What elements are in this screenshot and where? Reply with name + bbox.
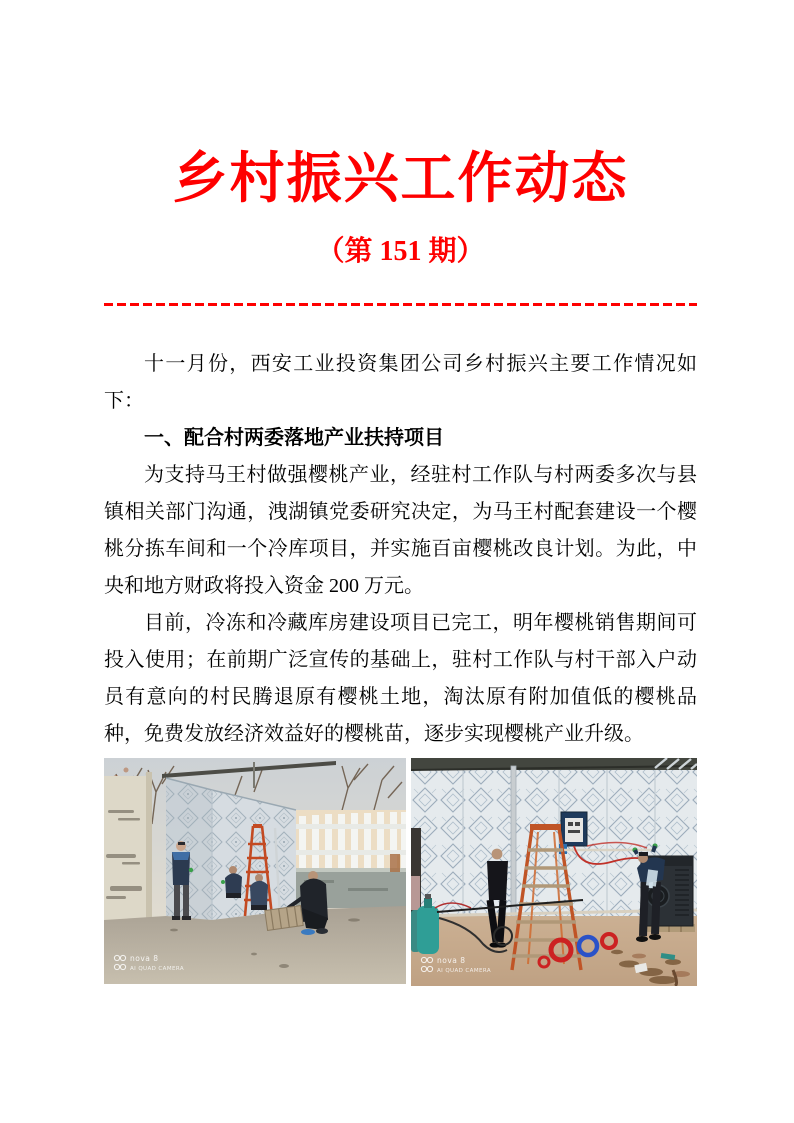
concrete-floor [104,906,406,984]
paragraph-progress: 目前，冷冻和冷藏库房建设项目已完工，明年樱桃销售期间可投入使用；在前期广泛宣传的基础上，驻村工作队与村干部入户动员有意向的村民腾退原有樱桃土地，淘汰原有附加值低的樱桃品种，免费发放经济效益好的樱桃苗，逐步实现樱桃产业升级。 [104,612,697,745]
watermark-brand: nova 8 [130,954,159,963]
wooden-pallet [265,906,303,931]
roof [411,758,697,770]
old-wall [104,772,152,922]
watermark-brand: nova 8 [437,956,466,965]
pink-patch [411,876,420,910]
issue-number: （第 151 期） [316,236,485,267]
photo-equipment-installation [411,758,697,986]
metal-pole [511,766,516,918]
intro-paragraph: 十一月份，西安工业投资集团公司乡村振兴主要工作情况如下： [104,353,697,412]
photo-workshop-construction [104,758,406,984]
page-title: 乡村振兴工作动态 [172,148,629,209]
paragraph-project: 为支持马王村做强樱桃产业，经驻村工作队与村两委多次与县镇相关部门沟通，洩湖镇党委研究决定，为马王村配套建设一个樱桃分拣车间和一个冷库项目，并实施百亩樱桃改良计划。为此，中央和地方财政将投入资金 200 万元。 [104,464,697,597]
watermark-camera: AI QUAD CAMERA [130,966,185,972]
photo-row [104,758,697,986]
section-heading: 一、配合村两委落地产业扶持项目 [144,427,444,449]
watermark-camera: AI QUAD CAMERA [437,968,492,974]
body-text [104,346,697,753]
title-divider-dashed-line [104,303,697,306]
